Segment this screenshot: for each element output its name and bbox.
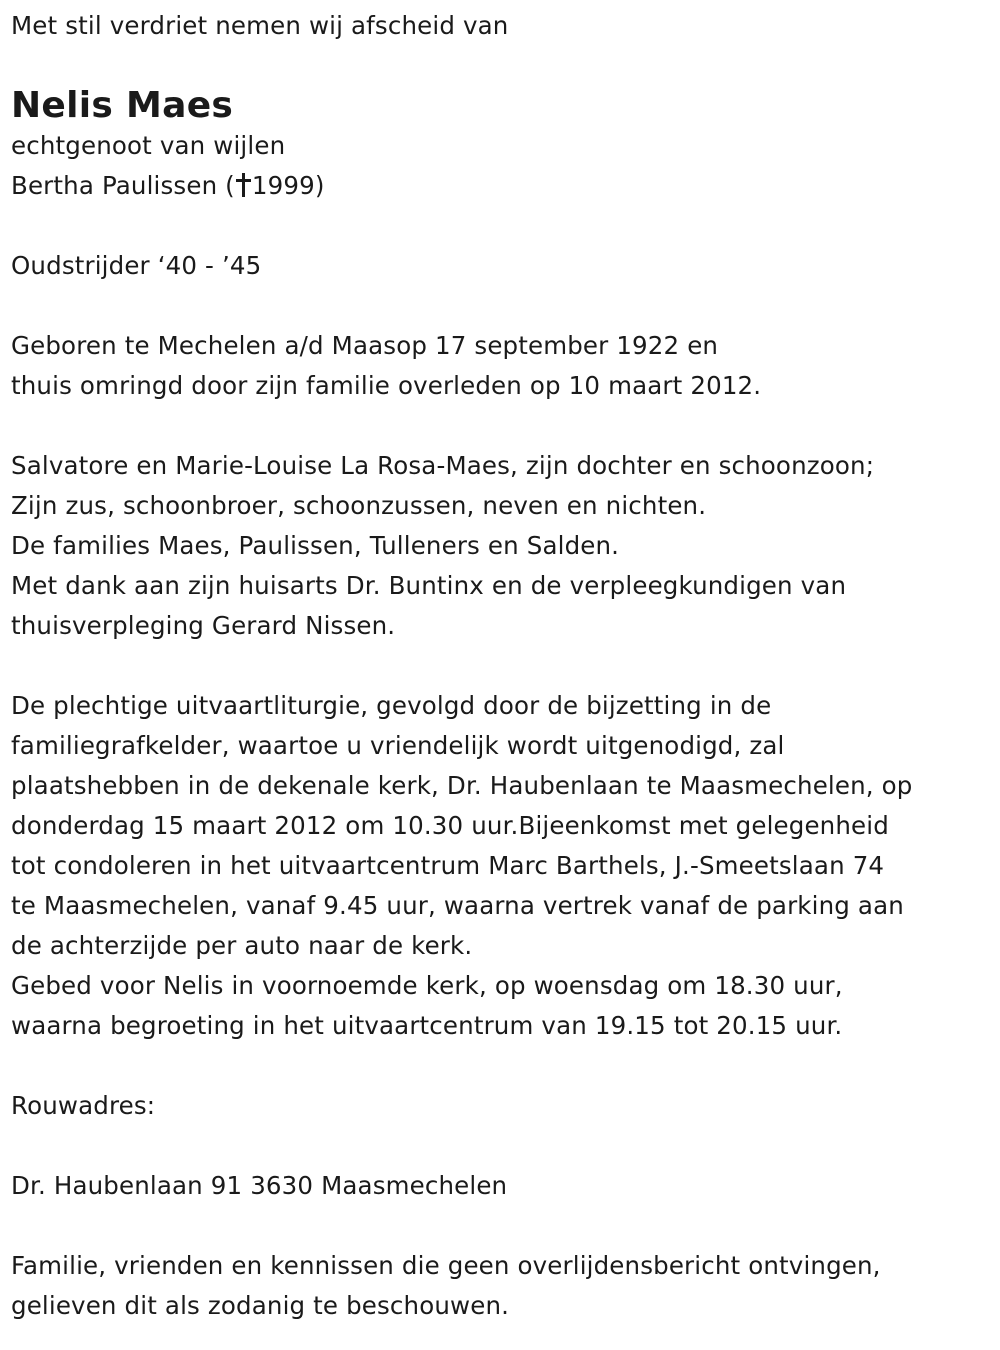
closing-line: gelieven dit als zodanig te beschouwen. [11, 1291, 510, 1320]
obituary-notice [11, 6, 991, 1326]
spouse-name: Bertha Paulissen ( [11, 171, 235, 200]
family-line: Met dank aan zijn huisarts Dr. Buntinx en de verpleegkundigen van [11, 571, 847, 600]
ceremony-line: plaatshebben in de dekenale kerk, Dr. Haubenlaan te Maasmechelen, op [11, 771, 913, 800]
ceremony-line: de achterzijde per auto naar de kerk. [11, 931, 473, 960]
veteran-text: Oudstrijder ‘40 - ’45 [11, 251, 262, 280]
intro-text: Met stil verdriet nemen wij afscheid van [11, 11, 509, 40]
address-label: Rouwadres: [11, 1091, 156, 1120]
ceremony-line: Gebed voor Nelis in voornoemde kerk, op woensdag om 18.30 uur, [11, 971, 843, 1000]
ceremony-line: te Maasmechelen, vanaf 9.45 uur, waarna vertrek vanaf de parking aan [11, 891, 904, 920]
ceremony-line: familiegrafkelder, waartoe u vriendelijk wordt uitgenodigd, zal [11, 731, 785, 760]
birth-line: Geboren te Mechelen a/d Maasop 17 september 1922 en [11, 331, 719, 360]
ceremony-line: tot condoleren in het uitvaartcentrum Marc Barthels, J.-Smeetslaan 74 [11, 851, 885, 880]
spacer [11, 1206, 991, 1246]
ceremony-line: donderdag 15 maart 2012 om 10.30 uur.Bijeenkomst met gelegenheid [11, 811, 889, 840]
address-text: Dr. Haubenlaan 91 3630 Maasmechelen [11, 1171, 508, 1200]
ceremony-line: De plechtige uitvaartliturgie, gevolgd door de bijzetting in de [11, 691, 772, 720]
family-line: Salvatore en Marie-Louise La Rosa-Maes, zijn dochter en schoonzoon; [11, 451, 875, 480]
name-block [11, 46, 991, 126]
family-line: De families Maes, Paulissen, Tulleners en Salden. [11, 531, 620, 560]
spacer [11, 206, 991, 246]
spacer [11, 286, 991, 326]
spouse-line [11, 166, 991, 206]
family-line: Zijn zus, schoonbroer, schoonzussen, neven en nichten. [11, 491, 707, 520]
family-line: thuisverpleging Gerard Nissen. [11, 611, 396, 640]
death-line: thuis omringd door zijn familie overleden op 10 maart 2012. [11, 371, 762, 400]
cross-icon [236, 173, 250, 197]
spacer [11, 406, 991, 446]
closing-line: Familie, vrienden en kennissen die geen overlijdensbericht ontvingen, [11, 1251, 881, 1280]
deceased-name: Nelis Maes [11, 85, 234, 126]
spacer [11, 1046, 991, 1086]
spacer [11, 1126, 991, 1166]
spacer [11, 646, 991, 686]
spouse-relation: echtgenoot van wijlen [11, 131, 286, 160]
ceremony-line: waarna begroeting in het uitvaartcentrum van 19.15 tot 20.15 uur. [11, 1011, 843, 1040]
spouse-death-year: 1999) [251, 171, 325, 200]
